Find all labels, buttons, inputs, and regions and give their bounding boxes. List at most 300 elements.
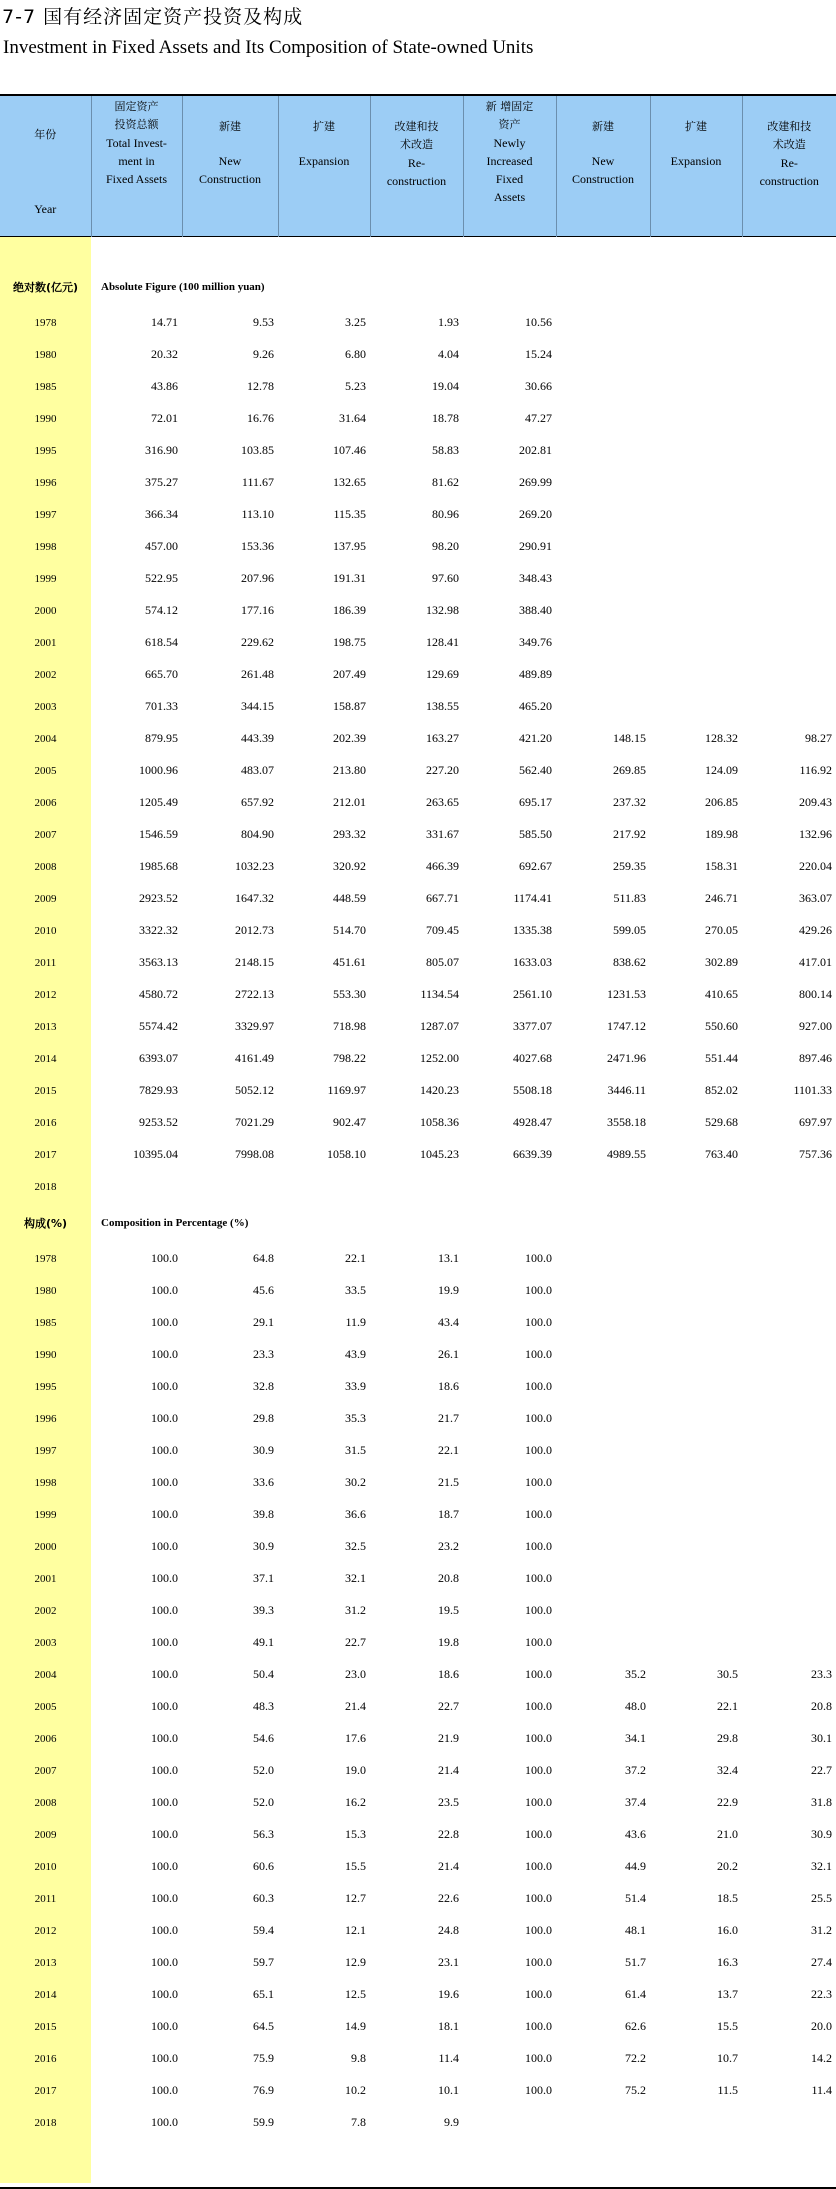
value-cell: 269.20 — [519, 507, 552, 521]
value-cell: 212.01 — [333, 795, 366, 809]
value-cell: 23.5 — [438, 1795, 459, 1809]
value-cell: 363.07 — [799, 891, 832, 905]
value-cell: 100.0 — [525, 2083, 552, 2097]
value-cell — [650, 531, 742, 563]
value-cell: 138.55 — [426, 699, 459, 713]
value-cell: 3329.97 — [235, 1019, 274, 1033]
value-cell: 21.5 — [438, 1475, 459, 1489]
bottom-padding-row — [0, 2139, 836, 2183]
value-cell — [556, 1275, 650, 1307]
value-cell — [742, 1171, 836, 1203]
value-cell: 100.0 — [151, 1827, 178, 1841]
value-cell: 1647.32 — [235, 891, 274, 905]
value-cell: 4989.55 — [607, 1147, 646, 1161]
value-cell: 100.0 — [525, 1507, 552, 1521]
header-newly-increased: 新 增固定资产 Newly Increased Fixed Assets — [463, 96, 556, 236]
value-cell: 100.0 — [525, 1923, 552, 1937]
value-cell: 270.05 — [705, 923, 738, 937]
table-row — [0, 851, 836, 883]
value-cell — [556, 1403, 650, 1435]
value-cell: 13.1 — [438, 1251, 459, 1265]
value-cell: 692.67 — [519, 859, 552, 873]
value-cell: 1231.53 — [607, 987, 646, 1001]
value-cell: 100.0 — [525, 1987, 552, 2001]
table-row — [0, 563, 836, 595]
value-cell: 18.78 — [432, 411, 459, 425]
value-cell: 1101.33 — [793, 1083, 832, 1097]
value-cell: 100.0 — [151, 1763, 178, 1777]
value-cell: 229.62 — [241, 635, 274, 649]
value-cell — [650, 1563, 742, 1595]
value-cell: 302.89 — [705, 955, 738, 969]
table-row — [0, 1563, 836, 1595]
value-cell: 132.65 — [333, 475, 366, 489]
value-cell — [742, 563, 836, 595]
value-cell: 37.4 — [625, 1795, 646, 1809]
year-cell: 2000 — [0, 1531, 91, 1563]
value-cell — [650, 1243, 742, 1275]
value-cell: 448.59 — [333, 891, 366, 905]
value-cell: 191.31 — [333, 571, 366, 585]
value-cell: 10.56 — [525, 315, 552, 329]
value-cell: 23.2 — [438, 1539, 459, 1553]
value-cell: 100.0 — [151, 1379, 178, 1393]
table-row — [0, 435, 836, 467]
value-cell: 100.0 — [151, 1731, 178, 1745]
value-cell: 54.6 — [253, 1731, 274, 1745]
value-cell — [742, 1435, 836, 1467]
value-cell — [650, 563, 742, 595]
table-row — [0, 819, 836, 851]
year-cell: 2017 — [0, 2075, 91, 2107]
value-cell: 100.0 — [151, 1955, 178, 1969]
value-cell: 163.27 — [426, 731, 459, 745]
value-cell: 98.27 — [805, 731, 832, 745]
value-cell: 709.45 — [426, 923, 459, 937]
value-cell: 10.2 — [345, 2083, 366, 2097]
table-row — [0, 1171, 836, 1203]
value-cell: 22.7 — [438, 1699, 459, 1713]
value-cell: 128.32 — [705, 731, 738, 745]
value-cell — [650, 627, 742, 659]
value-cell: 100.0 — [525, 1475, 552, 1489]
value-cell: 217.92 — [613, 827, 646, 841]
year-cell: 2013 — [0, 1011, 91, 1043]
value-cell: 124.09 — [705, 763, 738, 777]
value-cell: 31.8 — [811, 1795, 832, 1809]
value-cell: 100.0 — [151, 2051, 178, 2065]
value-cell: 701.33 — [145, 699, 178, 713]
value-cell — [556, 403, 650, 435]
value-cell — [556, 691, 650, 723]
value-cell: 3.25 — [345, 315, 366, 329]
year-cell: 1999 — [0, 563, 91, 595]
value-cell — [742, 1243, 836, 1275]
value-cell: 7.8 — [351, 2115, 366, 2129]
value-cell — [556, 1627, 650, 1659]
value-cell — [370, 1171, 463, 1203]
value-cell: 30.5 — [717, 1667, 738, 1681]
value-cell: 64.5 — [253, 2019, 274, 2033]
year-cell: 2018 — [0, 2107, 91, 2139]
value-cell: 31.2 — [811, 1923, 832, 1937]
value-cell: 388.40 — [519, 603, 552, 617]
value-cell: 43.9 — [345, 1347, 366, 1361]
value-cell: 16.76 — [247, 411, 274, 425]
table-row — [0, 1075, 836, 1107]
year-cell: 1978 — [0, 307, 91, 339]
section-label-en: Absolute Figure (100 million yuan) — [101, 280, 265, 293]
value-cell: 100.0 — [151, 1859, 178, 1873]
value-cell: 1045.23 — [420, 1147, 459, 1161]
value-cell: 4.04 — [438, 347, 459, 361]
value-cell: 72.2 — [625, 2051, 646, 2065]
value-cell: 6.80 — [345, 347, 366, 361]
value-cell — [650, 1467, 742, 1499]
year-cell: 1999 — [0, 1499, 91, 1531]
value-cell: 18.7 — [438, 1507, 459, 1521]
value-cell: 50.4 — [253, 1667, 274, 1681]
value-cell: 100.0 — [525, 1763, 552, 1777]
year-cell-empty — [0, 236, 91, 267]
value-cell: 3377.07 — [513, 1019, 552, 1033]
value-cell — [742, 307, 836, 339]
value-cell — [556, 1371, 650, 1403]
table-row — [0, 723, 836, 755]
value-cell — [650, 499, 742, 531]
value-cell: 4161.49 — [235, 1051, 274, 1065]
year-cell: 2004 — [0, 723, 91, 755]
value-cell: 100.0 — [525, 1283, 552, 1297]
value-cell: 72.01 — [151, 411, 178, 425]
value-cell: 48.1 — [625, 1923, 646, 1937]
value-cell: 30.9 — [253, 1443, 274, 1457]
value-cell: 209.43 — [799, 795, 832, 809]
value-cell: 100.0 — [525, 1891, 552, 1905]
value-cell: 11.9 — [345, 1315, 366, 1329]
value-cell: 100.0 — [151, 1795, 178, 1809]
header-expansion-2: 扩建 Expansion — [650, 96, 742, 236]
value-cell: 12.9 — [345, 1955, 366, 1969]
value-cell: 21.4 — [345, 1699, 366, 1713]
section-heading-row — [0, 267, 836, 307]
value-cell: 100.0 — [525, 2051, 552, 2065]
value-cell: 37.2 — [625, 1763, 646, 1777]
value-cell: 48.0 — [625, 1699, 646, 1713]
value-cell: 21.9 — [438, 1731, 459, 1745]
value-cell — [650, 1499, 742, 1531]
value-cell: 23.3 — [253, 1347, 274, 1361]
section-label-zh-text: 构成(%) — [23, 1216, 68, 1230]
value-cell — [91, 1171, 182, 1203]
value-cell — [650, 403, 742, 435]
value-cell: 657.92 — [241, 795, 274, 809]
value-cell: 17.6 — [345, 1731, 366, 1745]
value-cell: 31.5 — [345, 1443, 366, 1457]
value-cell — [742, 2107, 836, 2139]
value-cell: 11.4 — [438, 2051, 459, 2065]
value-cell: 30.1 — [811, 1731, 832, 1745]
value-cell: 19.9 — [438, 1283, 459, 1297]
value-cell: 100.0 — [525, 1315, 552, 1329]
value-cell: 550.60 — [705, 1019, 738, 1033]
table-row — [0, 1307, 836, 1339]
year-cell: 2018 — [0, 1171, 91, 1203]
value-cell: 100.0 — [151, 1891, 178, 1905]
value-cell — [650, 1275, 742, 1307]
value-cell: 902.47 — [333, 1115, 366, 1129]
year-cell: 2015 — [0, 2011, 91, 2043]
table-row — [0, 1755, 836, 1787]
year-cell: 2013 — [0, 1947, 91, 1979]
year-cell: 2012 — [0, 979, 91, 1011]
value-cell: 21.4 — [438, 1763, 459, 1777]
table-row — [0, 1371, 836, 1403]
value-cell: 52.0 — [253, 1795, 274, 1809]
value-cell: 100.0 — [151, 1507, 178, 1521]
value-cell: 30.9 — [253, 1539, 274, 1553]
value-cell: 1058.10 — [327, 1147, 366, 1161]
table-row — [0, 1403, 836, 1435]
value-cell — [742, 531, 836, 563]
table-body — [0, 236, 836, 2183]
value-cell: 562.40 — [519, 763, 552, 777]
value-cell: 804.90 — [241, 827, 274, 841]
value-cell: 100.0 — [151, 1443, 178, 1457]
value-cell: 11.4 — [811, 2083, 832, 2097]
value-cell: 22.1 — [438, 1443, 459, 1457]
value-cell: 10.7 — [717, 2051, 738, 2065]
value-cell: 56.3 — [253, 1827, 274, 1841]
value-cell: 128.41 — [426, 635, 459, 649]
value-cell — [650, 1435, 742, 1467]
value-cell: 1058.36 — [420, 1115, 459, 1129]
value-cell: 1420.23 — [420, 1083, 459, 1097]
value-cell — [556, 1531, 650, 1563]
table-row — [0, 2043, 836, 2075]
value-cell: 421.20 — [519, 731, 552, 745]
year-cell: 2002 — [0, 1595, 91, 1627]
value-cell: 189.98 — [705, 827, 738, 841]
value-cell: 220.04 — [799, 859, 832, 873]
value-cell — [742, 1275, 836, 1307]
value-cell: 838.62 — [613, 955, 646, 969]
value-cell: 100.0 — [525, 2019, 552, 2033]
value-cell: 30.66 — [525, 379, 552, 393]
year-cell: 2005 — [0, 755, 91, 787]
value-cell: 100.0 — [151, 2083, 178, 2097]
value-cell: 805.07 — [426, 955, 459, 969]
value-cell: 23.1 — [438, 1955, 459, 1969]
table-title-en: Investment in Fixed Assets and Its Composition of State-owned Units — [3, 37, 534, 58]
value-cell — [556, 1563, 650, 1595]
value-cell: 21.4 — [438, 1859, 459, 1873]
year-cell: 1978 — [0, 1243, 91, 1275]
value-cell: 81.62 — [432, 475, 459, 489]
value-cell: 3446.11 — [607, 1083, 646, 1097]
table-row — [0, 1435, 836, 1467]
value-cell — [742, 467, 836, 499]
value-cell — [556, 1339, 650, 1371]
value-cell — [650, 1595, 742, 1627]
value-cell: 2012.73 — [235, 923, 274, 937]
header-new-construction-2: 新建 New Construction — [556, 96, 650, 236]
value-cell: 259.35 — [613, 859, 646, 873]
value-cell: 429.26 — [799, 923, 832, 937]
value-cell: 20.8 — [811, 1699, 832, 1713]
value-cell — [742, 1307, 836, 1339]
value-cell: 5052.12 — [235, 1083, 274, 1097]
value-cell: 32.5 — [345, 1539, 366, 1553]
value-cell: 100.0 — [151, 1475, 178, 1489]
value-cell: 29.8 — [717, 1731, 738, 1745]
value-cell: 22.9 — [717, 1795, 738, 1809]
year-cell: 2009 — [0, 1819, 91, 1851]
year-cell: 1997 — [0, 1435, 91, 1467]
value-cell: 111.67 — [241, 475, 274, 489]
value-cell: 1205.49 — [139, 795, 178, 809]
table-row — [0, 915, 836, 947]
value-cell: 9.9 — [444, 2115, 459, 2129]
value-cell — [650, 1171, 742, 1203]
value-cell: 158.87 — [333, 699, 366, 713]
value-cell — [556, 2107, 650, 2139]
table-row — [0, 755, 836, 787]
value-cell: 665.70 — [145, 667, 178, 681]
value-cell: 269.99 — [519, 475, 552, 489]
value-cell: 1032.23 — [235, 859, 274, 873]
value-cell: 22.7 — [811, 1763, 832, 1777]
value-cell: 148.15 — [613, 731, 646, 745]
table-row — [0, 2107, 836, 2139]
value-cell: 3322.32 — [139, 923, 178, 937]
value-cell: 100.0 — [151, 1699, 178, 1713]
year-cell: 2014 — [0, 1043, 91, 1075]
value-cell: 21.0 — [717, 1827, 738, 1841]
year-cell: 2010 — [0, 915, 91, 947]
value-cell: 4580.72 — [139, 987, 178, 1001]
value-cell: 13.7 — [717, 1987, 738, 2001]
value-cell: 897.46 — [799, 1051, 832, 1065]
year-cell: 2015 — [0, 1075, 91, 1107]
value-cell: 100.0 — [151, 1315, 178, 1329]
value-cell — [742, 499, 836, 531]
value-cell: 48.3 — [253, 1699, 274, 1713]
value-cell: 12.7 — [345, 1891, 366, 1905]
table-row — [0, 1499, 836, 1531]
value-cell: 158.31 — [705, 859, 738, 873]
year-cell: 2003 — [0, 691, 91, 723]
year-cell: 2014 — [0, 1979, 91, 2011]
value-cell: 489.89 — [519, 667, 552, 681]
header-reconstruction: 改建和技术改造 Re-construction — [370, 96, 463, 236]
year-cell: 2016 — [0, 1107, 91, 1139]
value-cell: 511.83 — [613, 891, 646, 905]
table-row — [0, 947, 836, 979]
table-row — [0, 1883, 836, 1915]
value-cell — [650, 1403, 742, 1435]
value-cell: 36.6 — [345, 1507, 366, 1521]
value-cell: 39.3 — [253, 1603, 274, 1617]
value-cell — [742, 659, 836, 691]
year-cell: 2016 — [0, 2043, 91, 2075]
value-cell: 39.8 — [253, 1507, 274, 1521]
value-cell: 23.0 — [345, 1667, 366, 1681]
value-cell: 667.71 — [426, 891, 459, 905]
value-cell: 443.39 — [241, 731, 274, 745]
value-cell: 100.0 — [151, 1251, 178, 1265]
value-cell — [650, 435, 742, 467]
year-cell-empty — [0, 2139, 91, 2183]
table-row — [0, 1467, 836, 1499]
value-cell — [650, 1627, 742, 1659]
value-cell: 1985.68 — [139, 859, 178, 873]
value-cell: 5.23 — [345, 379, 366, 393]
value-cell — [742, 403, 836, 435]
value-cell — [650, 467, 742, 499]
value-cell: 198.75 — [333, 635, 366, 649]
spacer-cell — [91, 236, 836, 267]
value-cell: 27.4 — [811, 1955, 832, 1969]
value-cell: 20.2 — [717, 1859, 738, 1873]
value-cell: 599.05 — [613, 923, 646, 937]
value-cell: 202.81 — [519, 443, 552, 457]
value-cell: 43.86 — [151, 379, 178, 393]
value-cell — [742, 1563, 836, 1595]
value-cell: 529.68 — [705, 1115, 738, 1129]
table-row — [0, 1339, 836, 1371]
value-cell — [742, 339, 836, 371]
table-row — [0, 1659, 836, 1691]
value-cell: 14.71 — [151, 315, 178, 329]
value-cell: 103.85 — [241, 443, 274, 457]
year-cell: 2005 — [0, 1691, 91, 1723]
header-expansion: 扩建 Expansion — [278, 96, 370, 236]
value-cell: 32.1 — [811, 1859, 832, 1873]
value-cell: 100.0 — [525, 1379, 552, 1393]
table-row — [0, 1243, 836, 1275]
spacer-cell — [91, 2139, 836, 2183]
table-row — [0, 1915, 836, 1947]
value-cell: 293.32 — [333, 827, 366, 841]
table-row — [0, 1595, 836, 1627]
value-cell: 100.0 — [151, 1283, 178, 1297]
value-cell: 800.14 — [799, 987, 832, 1001]
value-cell: 33.6 — [253, 1475, 274, 1489]
value-cell: 22.8 — [438, 1827, 459, 1841]
value-cell: 207.96 — [241, 571, 274, 585]
value-cell — [742, 691, 836, 723]
table-row — [0, 2011, 836, 2043]
value-cell — [650, 339, 742, 371]
value-cell: 100.0 — [151, 1987, 178, 2001]
value-cell: 331.67 — [426, 827, 459, 841]
value-cell: 6393.07 — [139, 1051, 178, 1065]
value-cell: 100.0 — [525, 1667, 552, 1681]
value-cell: 24.8 — [438, 1923, 459, 1937]
value-cell: 100.0 — [151, 1347, 178, 1361]
table-row — [0, 1787, 836, 1819]
value-cell: 553.30 — [333, 987, 366, 1001]
table-row — [0, 1043, 836, 1075]
value-cell: 2148.15 — [235, 955, 274, 969]
value-cell: 100.0 — [151, 1603, 178, 1617]
value-cell — [556, 563, 650, 595]
value-cell: 137.95 — [333, 539, 366, 553]
value-cell: 263.65 — [426, 795, 459, 809]
value-cell: 1335.38 — [513, 923, 552, 937]
value-cell — [556, 499, 650, 531]
